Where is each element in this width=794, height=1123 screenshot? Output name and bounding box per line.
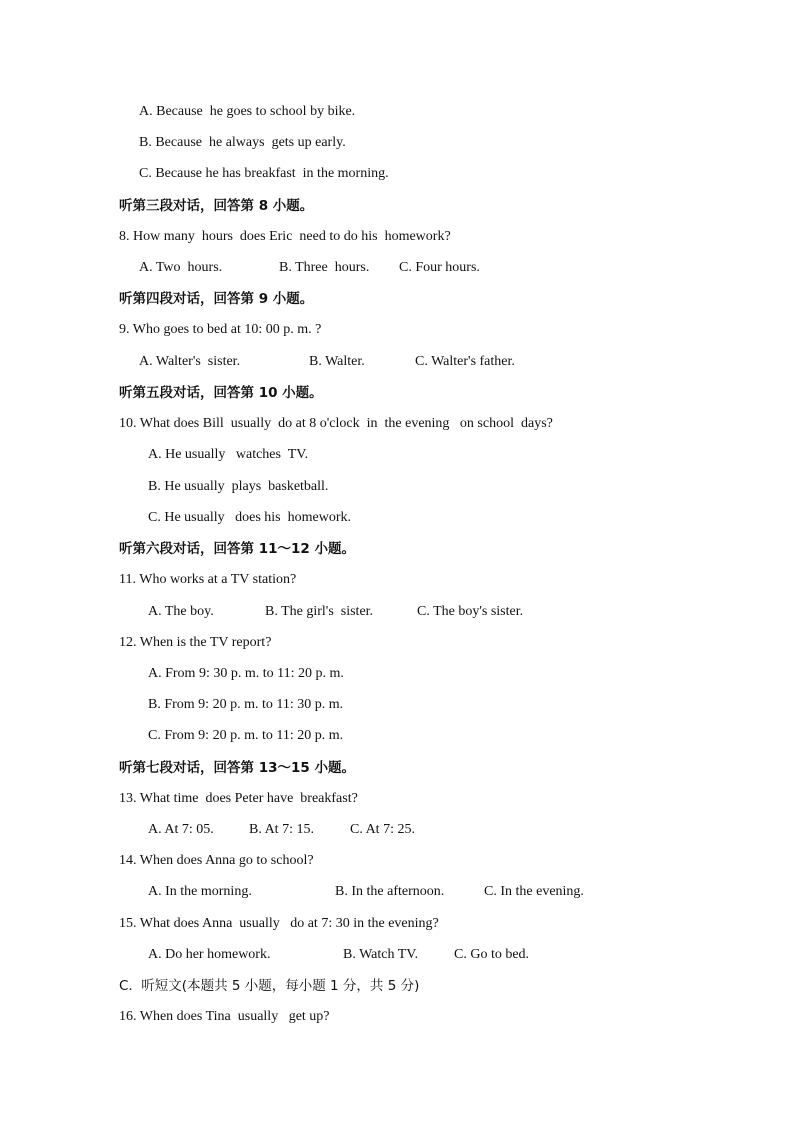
q7-option-b: B. Because he always gets up early. bbox=[139, 135, 346, 150]
question-9: 9. Who goes to bed at 10: 00 p. m. ? bbox=[119, 322, 322, 337]
q11-option-a: A. The boy. bbox=[148, 604, 214, 619]
q13-option-b: B. At 7: 15. bbox=[249, 822, 314, 837]
q9-option-b: B. Walter. bbox=[309, 354, 365, 369]
q9-option-a: A. Walter's sister. bbox=[139, 354, 241, 369]
section-heading-7: 听第七段对话，回答第 13～15 小题。 bbox=[119, 760, 355, 776]
q13-option-a: A. At 7: 05. bbox=[148, 822, 214, 837]
question-14: 14. When does Anna go to school? bbox=[119, 853, 314, 868]
q15-option-a: A. Do her homework. bbox=[148, 947, 271, 962]
q15-option-b: B. Watch TV. bbox=[343, 947, 419, 962]
q8-option-c: C. Four hours. bbox=[399, 260, 480, 275]
q14-option-b: B. In the afternoon. bbox=[335, 884, 445, 899]
question-8: 8. How many hours does Eric need to do his homework? bbox=[119, 229, 451, 244]
q12-option-b: B. From 9: 20 p. m. to 11: 30 p. m. bbox=[148, 697, 344, 712]
q12-option-a: A. From 9: 30 p. m. to 11: 20 p. m. bbox=[148, 666, 344, 681]
question-10: 10. What does Bill usually do at 8 o'clock in the evening on school days? bbox=[119, 416, 553, 431]
q14-option-c: C. In the evening. bbox=[484, 884, 584, 899]
q10-option-c: C. He usually does his homework. bbox=[148, 510, 351, 525]
q11-option-b: B. The girl's sister. bbox=[265, 604, 374, 619]
question-12: 12. When is the TV report? bbox=[119, 635, 272, 650]
section-heading-6: 听第六段对话，回答第 11～12 小题。 bbox=[119, 541, 355, 557]
q15-option-c: C. Go to bed. bbox=[454, 947, 530, 962]
q14-option-a: A. In the morning. bbox=[148, 884, 252, 899]
q13-option-c: C. At 7: 25. bbox=[350, 822, 415, 837]
q11-option-c: C. The boy's sister. bbox=[417, 604, 524, 619]
question-16: 16. When does Tina usually get up? bbox=[119, 1009, 330, 1024]
question-15: 15. What does Anna usually do at 7: 30 in the evening? bbox=[119, 916, 439, 931]
section-heading-5: 听第五段对话，回答第 10 小题。 bbox=[119, 385, 323, 401]
part-c-heading: C. 听短文(本题共 5 小题，每小题 1 分，共 5 分) bbox=[119, 978, 420, 994]
q7-option-c: C. Because he has breakfast in the morning. bbox=[139, 166, 389, 181]
q9-option-c: C. Walter's father. bbox=[415, 354, 515, 369]
q8-option-a: A. Two hours. bbox=[139, 260, 223, 275]
q12-option-c: C. From 9: 20 p. m. to 11: 20 p. m. bbox=[148, 728, 344, 743]
q10-option-a: A. He usually watches TV. bbox=[148, 447, 309, 462]
q10-option-b: B. He usually plays basketball. bbox=[148, 479, 329, 494]
q8-option-b: B. Three hours. bbox=[279, 260, 370, 275]
section-heading-4: 听第四段对话，回答第 9 小题。 bbox=[119, 291, 314, 307]
question-11: 11. Who works at a TV station? bbox=[119, 572, 297, 587]
section-heading-3: 听第三段对话，回答第 8 小题。 bbox=[119, 198, 314, 214]
q7-option-a: A. Because he goes to school by bike. bbox=[139, 104, 356, 119]
question-13: 13. What time does Peter have breakfast? bbox=[119, 791, 358, 806]
